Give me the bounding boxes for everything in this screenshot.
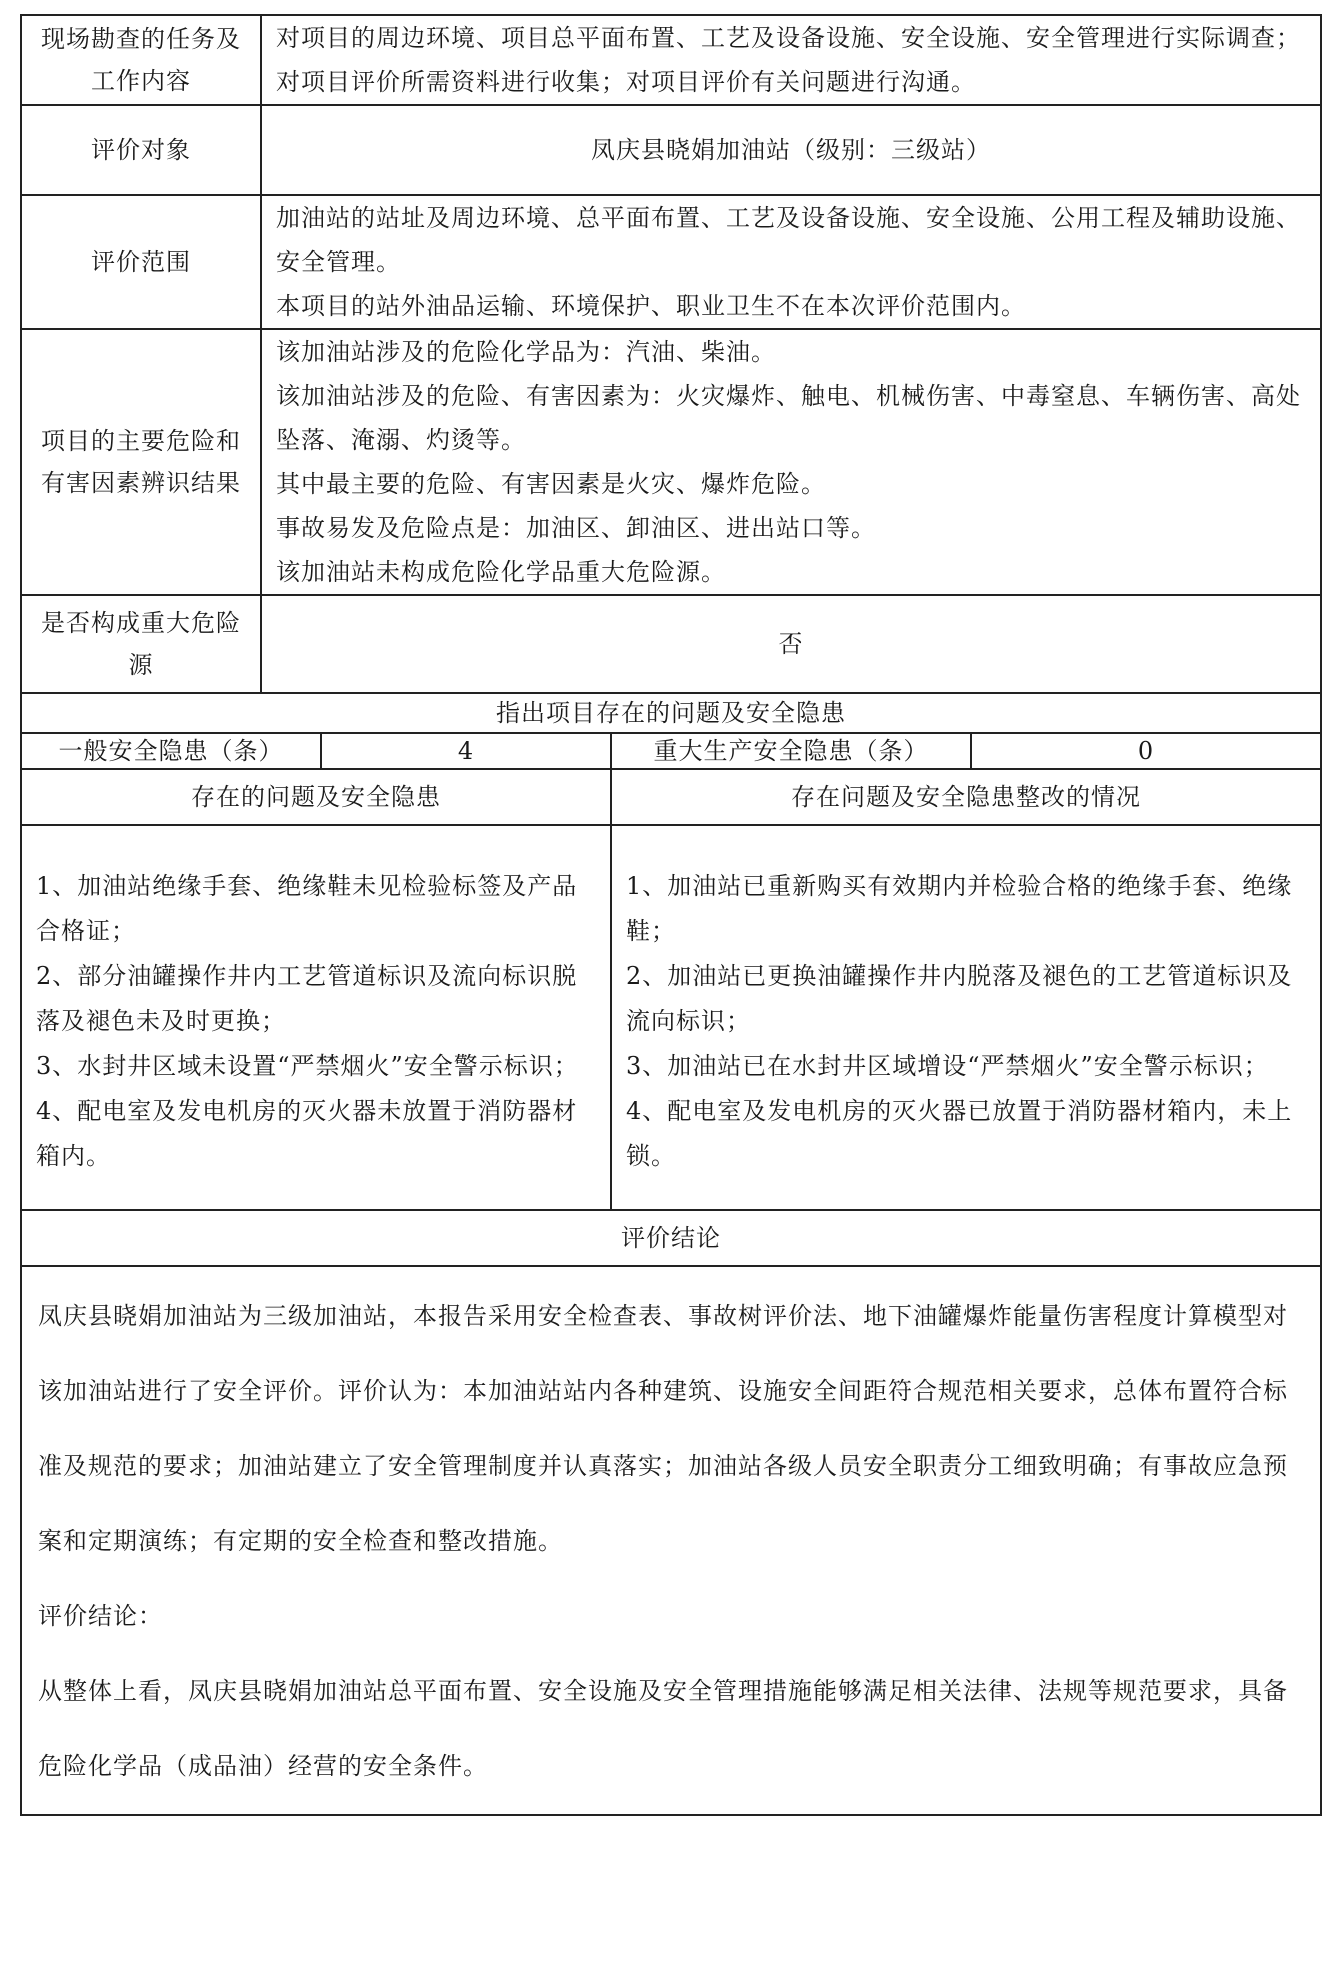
paragraph: 其中最主要的危险、有害因素是火灾、爆炸危险。 <box>276 470 826 498</box>
conclusion-subheading: 评价结论： <box>38 1602 163 1630</box>
table-row <box>21 15 1321 105</box>
list-item: 1、加油站已重新购买有效期内并检验合格的绝缘手套、绝缘鞋； <box>626 872 1293 945</box>
table-row <box>21 693 1321 733</box>
row-content-major-hazard <box>261 595 1321 693</box>
row-label-major-hazard: 是否构成重大危险源 <box>21 595 261 693</box>
general-hazard-label: 一般安全隐患（条） <box>21 733 321 769</box>
evaluation-report-page <box>20 14 1320 1816</box>
conclusion-final-paragraph: 从整体上看，凤庆县晓娟加油站总平面布置、安全设施及安全管理措施能够满足相关法律、法规等规范要求，具备危险化学品（成品油）经营的安全条件。 <box>38 1677 1288 1780</box>
table-row <box>21 1210 1321 1266</box>
major-hazard-label: 重大生产安全隐患（条） <box>611 733 971 769</box>
general-hazard-count: 4 <box>321 733 611 769</box>
paragraph: 该加油站涉及的危险、有害因素为：火灾爆炸、触电、机械伤害、中毒窒息、车辆伤害、高处坠落、淹溺、灼烫等。 <box>276 382 1301 454</box>
list-item: 4、配电室及发电机房的灭火器未放置于消防器材箱内。 <box>36 1097 578 1170</box>
conclusion-title: 评价结论 <box>21 1210 1321 1266</box>
table-row <box>21 733 1321 769</box>
row-content-object <box>261 105 1321 195</box>
paragraph: 凤庆县晓娟加油站（级别：三级站） <box>591 136 991 164</box>
problems-column-header: 存在的问题及安全隐患 <box>21 769 611 825</box>
table-row <box>21 769 1321 825</box>
row-content-hazards <box>261 329 1321 595</box>
table-row <box>21 195 1321 329</box>
table-row <box>21 105 1321 195</box>
list-item: 2、部分油罐操作井内工艺管道标识及流向标识脱落及褪色未及时更换； <box>36 962 578 1035</box>
paragraph: 对项目的周边环境、项目总平面布置、工艺及设备设施、安全设施、安全管理进行实际调查；对项目评价所需资料进行收集；对项目评价有关问题进行沟通。 <box>276 24 1301 96</box>
paragraph: 事故易发及危险点是：加油区、卸油区、进出站口等。 <box>276 514 876 542</box>
table-row <box>21 329 1321 595</box>
row-label-object: 评价对象 <box>21 105 261 195</box>
paragraph: 该加油站未构成危险化学品重大危险源。 <box>276 558 726 586</box>
paragraph: 本项目的站外油品运输、环境保护、职业卫生不在本次评价范围内。 <box>276 292 1026 320</box>
table-row <box>21 595 1321 693</box>
list-item: 1、加油站绝缘手套、绝缘鞋未见检验标签及产品合格证； <box>36 872 578 945</box>
table-row <box>21 825 1321 1210</box>
rectification-list <box>611 825 1321 1210</box>
evaluation-summary-table <box>20 14 1322 1816</box>
list-item: 2、加油站已更换油罐操作井内脱落及褪色的工艺管道标识及流向标识； <box>626 962 1293 1035</box>
list-item: 4、配电室及发电机房的灭火器已放置于消防器材箱内，未上锁。 <box>626 1097 1293 1170</box>
list-item: 3、水封井区域未设置“严禁烟火”安全警示标识； <box>36 1052 579 1080</box>
problems-list <box>21 825 611 1210</box>
paragraph: 否 <box>778 630 804 658</box>
table-row <box>21 1266 1321 1815</box>
paragraph: 该加油站涉及的危险化学品为：汽油、柴油。 <box>276 338 776 366</box>
paragraph: 加油站的站址及周边环境、总平面布置、工艺及设备设施、安全设施、公用工程及辅助设施、安全管理。 <box>276 204 1301 276</box>
major-hazard-count: 0 <box>971 733 1321 769</box>
row-content-scope <box>261 195 1321 329</box>
row-content-task <box>261 15 1321 105</box>
conclusion-body <box>21 1266 1321 1815</box>
conclusion-paragraph: 凤庆县晓娟加油站为三级加油站，本报告采用安全检查表、事故树评价法、地下油罐爆炸能量伤害程度计算模型对该加油站进行了安全评价。评价认为：本加油站站内各种建筑、设施安全间距符合规范相关要求，总体布置符合标准及规范的要求；加油站建立了安全管理制度并认真落实；加油站各级人员安全职责分工细致明确；有事故应急预案和定期演练；有定期的安全检查和整改措施。 <box>38 1302 1288 1555</box>
row-label-scope: 评价范围 <box>21 195 261 329</box>
row-label-hazards: 项目的主要危险和有害因素辨识结果 <box>21 329 261 595</box>
list-item: 3、加油站已在水封井区域增设“严禁烟火”安全警示标识； <box>626 1052 1269 1080</box>
row-label-task: 现场勘查的任务及工作内容 <box>21 15 261 105</box>
rectification-column-header: 存在问题及安全隐患整改的情况 <box>611 769 1321 825</box>
issues-section-title: 指出项目存在的问题及安全隐患 <box>21 693 1321 733</box>
